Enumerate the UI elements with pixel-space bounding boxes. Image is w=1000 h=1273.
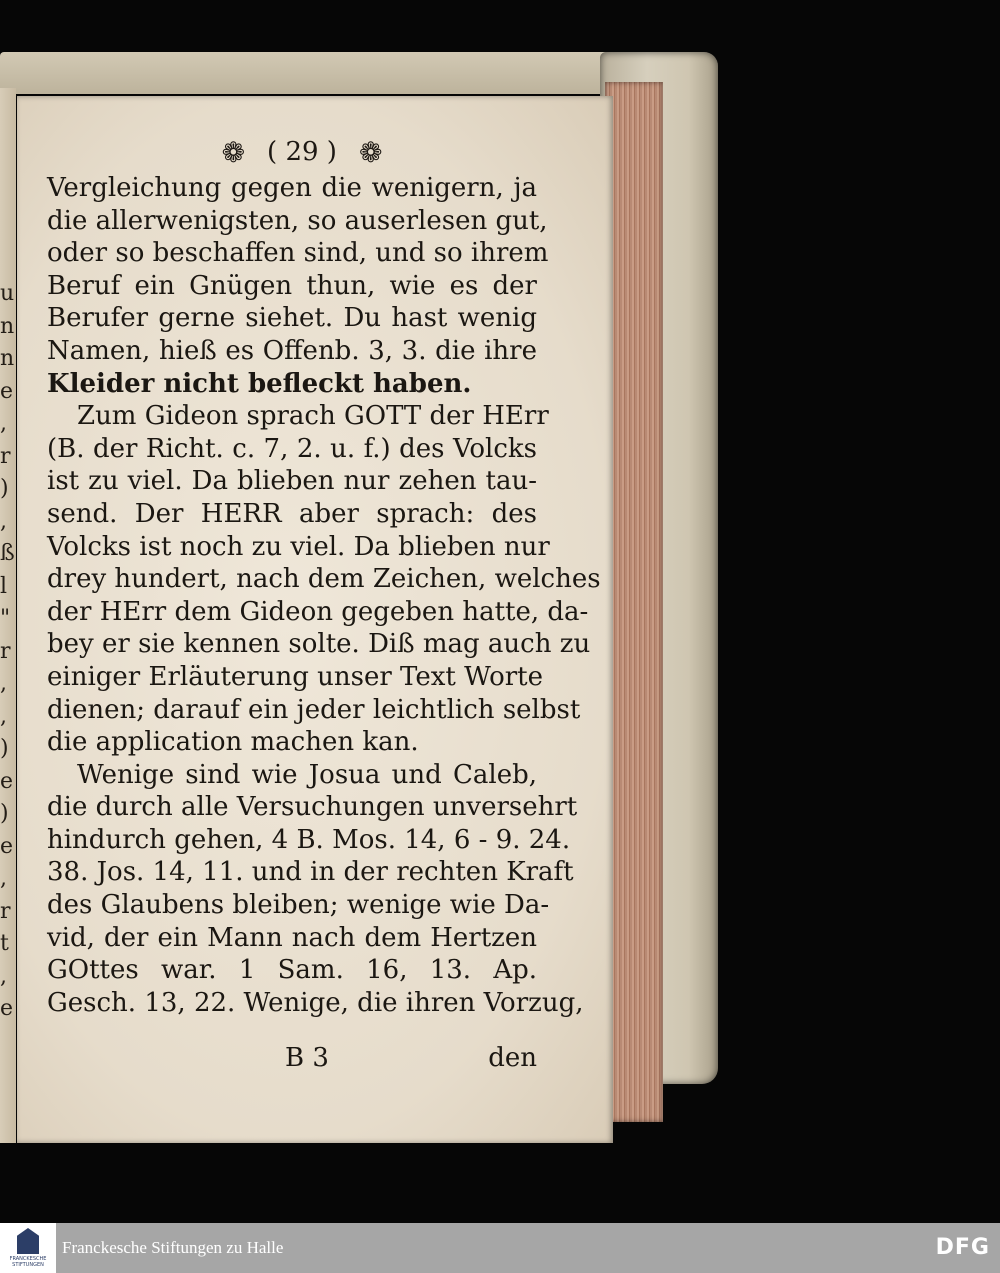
text-line: 38. Jos. 14, 11. und in der rechten Kraft [47, 857, 574, 888]
text-line: hindurch gehen, 4 B. Mos. 14, 6 - 9. 24. [47, 824, 571, 855]
text-line: Gesch. 13, 22. Wenige, die ihren Vorzug, [47, 987, 584, 1018]
left-fragment-char: u [0, 281, 13, 306]
left-fragment-char: r [0, 443, 9, 469]
text-line: Beruf ein Gnügen thun, wie es der [47, 270, 537, 301]
text-line: die durch alle Versuchungen unversehrt [47, 792, 578, 823]
left-fragment-char: , [0, 866, 5, 891]
ornament-right-icon: ❁ [358, 135, 383, 169]
left-fragment-char: , [0, 508, 5, 534]
text-line: bey er sie kennen solte. Diß mag auch zu [47, 629, 591, 660]
institution-logo[interactable] [0, 1223, 56, 1273]
text-line: oder so beschaffen sind, und so ihrem [47, 238, 549, 269]
left-fragment-char: , [0, 963, 5, 989]
building-icon [17, 1228, 39, 1254]
left-fragment-char: e [0, 996, 12, 1021]
left-fragment-char: n [0, 346, 13, 371]
text-line: der HErr dem Gideon gegeben hatte, da- [47, 596, 589, 627]
left-fragment-char: e [0, 833, 12, 859]
left-fragment-char: ) [0, 801, 7, 826]
left-fragment-char: t [0, 931, 7, 956]
left-fragment-char: l [0, 573, 6, 599]
text-line: Berufer gerne siehet. Du hast wenig [47, 303, 537, 334]
signature-mark: B 3 [285, 1043, 329, 1073]
left-fragment-char: r [0, 638, 9, 664]
left-fragment-char: , [0, 671, 5, 696]
left-fragment-char: n [0, 313, 13, 339]
text-line: drey hundert, nach dem Zeichen, welches [47, 564, 601, 595]
text-line: ist zu viel. Da blieben nur zehen tau- [47, 466, 537, 497]
page-number: ( 29 ) [267, 137, 337, 167]
page-signature-row [47, 1043, 537, 1077]
page-header [187, 134, 417, 170]
text-line: Wenige sind wie Josua und Caleb, [77, 759, 537, 790]
text-line: des Glaubens bleiben; wenige wie Da- [47, 890, 550, 921]
left-fragment-char: " [0, 606, 9, 631]
left-page-fragments [0, 278, 14, 1026]
dfg-logo[interactable]: DFG [935, 1235, 990, 1260]
text-line: die allerwenigsten, so auserlesen gut, [47, 205, 548, 236]
text-line: send. Der HERR aber sprach: des [47, 498, 537, 529]
left-fragment-char: e [0, 768, 12, 794]
left-fragment-char: ) [0, 736, 7, 761]
text-line: Vergleichung gegen die wenigern, ja [47, 173, 537, 203]
viewer-footer [0, 1223, 1000, 1273]
text-line: die application machen kan. [47, 727, 419, 758]
book-top-cover [0, 52, 690, 94]
text-line: Kleider nicht befleckt haben. [47, 368, 472, 399]
ornament-left-icon: ❁ [221, 135, 246, 169]
left-fragment-char: ) [0, 476, 7, 501]
text-line: einiger Erläuterung unser Text Worte [47, 661, 543, 692]
text-line: vid, der ein Mann nach dem Hertzen [47, 922, 537, 953]
text-line: dienen; darauf ein jeder leichtlich selbst [47, 694, 581, 725]
page-edges [605, 82, 663, 1122]
text-line: Namen, hieß es Offenb. 3, 3. die ihre [47, 335, 537, 366]
book-page [17, 96, 613, 1143]
left-fragment-char: , [0, 703, 5, 729]
page-text [47, 172, 601, 1019]
logo-caption: FRANCKESCHE STIFTUNGEN [9, 1256, 47, 1268]
left-fragment-char: , [0, 411, 5, 436]
institution-name[interactable]: Franckesche Stiftungen zu Halle [62, 1238, 284, 1257]
catchword: den [488, 1043, 537, 1073]
text-line: GOttes war. 1 Sam. 16, 13. Ap. [47, 955, 537, 986]
text-line: Volcks ist noch zu viel. Da blieben nur [47, 531, 550, 562]
text-line: Zum Gideon sprach GOTT der HErr [77, 401, 549, 432]
left-fragment-char: e [0, 378, 12, 404]
text-line: (B. der Richt. c. 7, 2. u. f.) des Volcks [47, 433, 537, 464]
left-fragment-char: ß [0, 541, 13, 566]
left-fragment-char: r [0, 898, 9, 924]
left-page-strip [0, 88, 16, 1143]
